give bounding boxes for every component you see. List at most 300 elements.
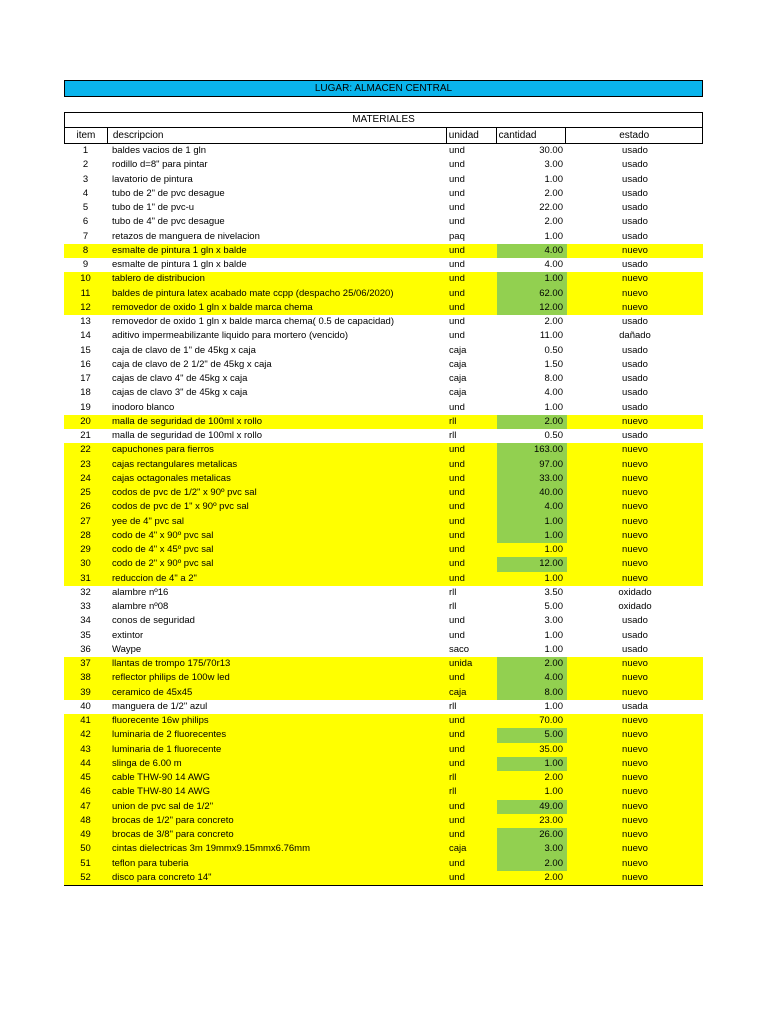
cell-unit: und xyxy=(449,501,465,513)
cell-state: usado xyxy=(622,173,648,185)
cell-quantity: 1.00 xyxy=(544,643,563,655)
cell-item: 6 xyxy=(82,216,89,228)
cell-unit: und xyxy=(449,273,465,285)
table-row xyxy=(64,785,703,799)
cell-unit: und xyxy=(449,572,465,584)
cell-item: 42 xyxy=(80,729,91,741)
cell-item: 28 xyxy=(80,529,91,541)
cell-unit: paq xyxy=(449,230,465,242)
cell-item: 15 xyxy=(80,344,91,356)
header-description: descripcion xyxy=(108,128,447,143)
cell-state: usado xyxy=(622,316,648,327)
cell-item: 38 xyxy=(80,672,91,684)
cell-quantity: 70.00 xyxy=(539,715,563,726)
table-row xyxy=(64,144,703,158)
cell-quantity: 163.00 xyxy=(497,443,567,457)
table-row xyxy=(64,458,703,472)
cell-item: 48 xyxy=(80,814,91,826)
table-row xyxy=(64,572,703,586)
cell-quantity: 4.00 xyxy=(497,671,567,685)
cell-description: yee de 4" pvc sal xyxy=(112,515,185,527)
cell-unit: und xyxy=(449,515,465,527)
cell-item: 13 xyxy=(80,316,91,327)
cell-description: extintor xyxy=(112,629,144,641)
cell-item: 26 xyxy=(80,501,91,513)
cell-item: 9 xyxy=(82,259,89,270)
cell-item: 12 xyxy=(80,301,91,313)
cell-quantity: 33.00 xyxy=(497,472,567,486)
cell-description: rodillo d=8" para pintar xyxy=(112,159,208,171)
cell-item: 7 xyxy=(82,230,89,242)
cell-state: nuevo xyxy=(622,244,648,256)
cell-state: dañado xyxy=(619,330,651,342)
cell-unit: und xyxy=(449,629,465,641)
table-row xyxy=(64,557,703,571)
cell-description: caja de clavo de 2 1/2" de 45kg x caja xyxy=(112,358,272,370)
cell-description: retazos de manguera de nivelacion xyxy=(112,230,260,242)
cell-state: usado xyxy=(622,643,648,655)
cell-item: 40 xyxy=(80,700,91,712)
cell-item: 19 xyxy=(80,401,91,413)
table-row xyxy=(64,771,703,785)
cell-state: nuevo xyxy=(622,772,648,783)
cell-description: cable THW-80 14 AWG xyxy=(112,786,211,798)
cell-unit: und xyxy=(449,757,465,769)
cell-quantity: 1.00 xyxy=(544,700,563,712)
cell-description: disco para concreto 14" xyxy=(112,871,212,883)
cell-item: 2 xyxy=(82,159,89,171)
cell-quantity: 35.00 xyxy=(539,743,563,755)
cell-unit: und xyxy=(449,472,465,484)
cell-unit: und xyxy=(449,202,465,213)
cell-description: llantas de trompo 175/70r13 xyxy=(112,658,231,669)
cell-description: malla de seguridad de 100ml x rollo xyxy=(112,415,262,427)
cell-state: nuevo xyxy=(622,857,648,869)
cell-quantity: 1.00 xyxy=(497,529,567,543)
cell-item: 47 xyxy=(80,800,91,812)
cell-quantity: 0.50 xyxy=(544,344,563,356)
cell-unit: und xyxy=(449,615,465,627)
cell-quantity: 1.00 xyxy=(544,786,563,798)
cell-item: 36 xyxy=(80,643,91,655)
cell-state: nuevo xyxy=(622,301,648,313)
table-row xyxy=(64,301,703,315)
cell-item: 35 xyxy=(80,629,91,641)
cell-description: conos de seguridad xyxy=(112,615,195,627)
cell-description: luminaria de 1 fluorecente xyxy=(112,743,222,755)
cell-quantity: 2.00 xyxy=(497,657,567,671)
cell-unit: und xyxy=(449,715,465,726)
cell-item: 4 xyxy=(82,187,89,199)
cell-unit: und xyxy=(449,173,465,185)
cell-description: tubo de 1" de pvc-u xyxy=(112,202,195,213)
cell-state: nuevo xyxy=(622,287,648,299)
cell-state: nuevo xyxy=(622,743,648,755)
cell-item: 14 xyxy=(80,330,91,342)
cell-state: usado xyxy=(622,387,648,399)
cell-item: 22 xyxy=(80,444,91,456)
table-row xyxy=(64,158,703,172)
cell-unit: caja xyxy=(449,358,467,370)
cell-unit: und xyxy=(449,743,465,755)
cell-item: 24 xyxy=(80,472,91,484)
cell-quantity: 2.00 xyxy=(544,216,563,228)
cell-state: nuevo xyxy=(622,686,648,698)
cell-state: nuevo xyxy=(622,458,648,470)
table-row xyxy=(64,614,703,628)
table-row xyxy=(64,814,703,828)
cell-description: alambre nº08 xyxy=(112,601,169,612)
cell-state: nuevo xyxy=(622,814,648,826)
cell-state: usado xyxy=(622,187,648,199)
cell-item: 1 xyxy=(82,145,89,156)
cell-quantity: 2.00 xyxy=(544,187,563,199)
cell-quantity: 1.00 xyxy=(497,515,567,529)
cell-item: 11 xyxy=(80,287,91,299)
table-row xyxy=(64,500,703,514)
cell-quantity: 97.00 xyxy=(497,458,567,472)
cell-item: 27 xyxy=(80,515,91,527)
table-row xyxy=(64,486,703,500)
cell-state: nuevo xyxy=(622,800,648,812)
table-row xyxy=(64,201,703,215)
cell-item: 18 xyxy=(80,387,91,399)
cell-unit: caja xyxy=(449,373,467,384)
cell-unit: und xyxy=(449,458,465,470)
table-row xyxy=(64,258,703,272)
cell-quantity: 11.00 xyxy=(539,330,563,342)
cell-state: usado xyxy=(622,202,648,213)
cell-quantity: 49.00 xyxy=(497,800,567,814)
table-row xyxy=(64,515,703,529)
cell-quantity: 8.00 xyxy=(544,373,563,384)
cell-quantity: 1.00 xyxy=(544,401,563,413)
table-row xyxy=(64,187,703,201)
cell-description: aditivo impermeabilizante liquido para mortero (vencido) xyxy=(112,330,349,342)
table-row xyxy=(64,529,703,543)
cell-unit: rll xyxy=(449,586,457,598)
table-row xyxy=(64,842,703,856)
cell-state: nuevo xyxy=(622,672,648,684)
cell-unit: und xyxy=(449,814,465,826)
cell-state: usado xyxy=(622,159,648,171)
cell-description: tubo de 2" de pvc desague xyxy=(112,187,225,199)
cell-description: removedor de oxido 1 gln x balde marca chema( 0.5 de capacidad) xyxy=(112,316,394,327)
cell-state: usado xyxy=(622,629,648,641)
cell-item: 33 xyxy=(80,601,91,612)
cell-state: nuevo xyxy=(622,715,648,726)
cell-unit: und xyxy=(449,487,465,498)
cell-description: union de pvc sal de 1/2" xyxy=(112,800,214,812)
cell-description: reduccion de 4" a 2" xyxy=(112,572,197,584)
table-body xyxy=(64,144,703,886)
cell-description: codo de 4" x 90º pvc sal xyxy=(112,529,214,541)
cell-state: usado xyxy=(622,344,648,356)
cell-unit: und xyxy=(449,544,465,555)
cell-unit: und xyxy=(449,529,465,541)
cell-unit: und xyxy=(449,244,465,256)
table-row xyxy=(64,329,703,343)
cell-description: codos de pvc de 1/2" x 90º pvc sal xyxy=(112,487,257,498)
table-row xyxy=(64,714,703,728)
table-row xyxy=(64,358,703,372)
cell-state: usado xyxy=(622,145,648,156)
cell-state: nuevo xyxy=(622,757,648,769)
cell-quantity: 1.00 xyxy=(544,544,563,555)
cell-state: usada xyxy=(622,700,648,712)
cell-quantity: 12.00 xyxy=(497,301,567,315)
cell-item: 8 xyxy=(82,244,89,256)
cell-quantity: 0.50 xyxy=(544,430,563,441)
cell-item: 17 xyxy=(80,373,91,384)
cell-quantity: 4.00 xyxy=(544,259,563,270)
cell-state: nuevo xyxy=(622,487,648,498)
table-row xyxy=(64,857,703,871)
cell-item: 20 xyxy=(80,415,91,427)
table-row xyxy=(64,728,703,742)
cell-state: nuevo xyxy=(622,843,648,855)
cell-unit: und xyxy=(449,444,465,456)
cell-description: esmalte de pintura 1 gln x balde xyxy=(112,244,247,256)
cell-description: ceramico de 45x45 xyxy=(112,686,193,698)
cell-item: 43 xyxy=(80,743,91,755)
table-row xyxy=(64,643,703,657)
cell-description: luminaria de 2 fluorecentes xyxy=(112,729,227,741)
materials-table xyxy=(64,112,703,886)
table-row xyxy=(64,315,703,329)
cell-state: nuevo xyxy=(622,572,648,584)
cell-description: codo de 4" x 45º pvc sal xyxy=(112,544,214,555)
cell-quantity: 26.00 xyxy=(497,828,567,842)
cell-description: cintas dielectricas 3m 19mmx9.15mmx6.76mm xyxy=(112,843,310,855)
cell-unit: und xyxy=(449,330,465,342)
cell-state: nuevo xyxy=(622,544,648,555)
cell-quantity: 30.00 xyxy=(539,145,563,156)
cell-state: nuevo xyxy=(622,444,648,456)
table-row xyxy=(64,657,703,671)
table-row xyxy=(64,173,703,187)
cell-unit: rll xyxy=(449,430,457,441)
cell-unit: und xyxy=(449,800,465,812)
table-row xyxy=(64,743,703,757)
cell-state: oxidado xyxy=(618,586,652,598)
cell-unit: caja xyxy=(449,843,467,855)
cell-unit: und xyxy=(449,316,465,327)
cell-state: usado xyxy=(622,373,648,384)
cell-quantity: 2.00 xyxy=(544,871,563,883)
header-item: item xyxy=(65,128,108,143)
table-row xyxy=(64,543,703,557)
cell-quantity: 3.00 xyxy=(544,159,563,171)
cell-quantity: 4.00 xyxy=(544,387,563,399)
cell-description: Waype xyxy=(112,643,142,655)
cell-item: 3 xyxy=(82,173,89,185)
cell-state: nuevo xyxy=(622,786,648,798)
table-row xyxy=(64,828,703,842)
cell-unit: rll xyxy=(449,601,457,612)
cell-item: 39 xyxy=(80,686,91,698)
cell-description: codos de pvc de 1" x 90º pvc sal xyxy=(112,501,249,513)
cell-quantity: 40.00 xyxy=(497,486,567,500)
cell-item: 21 xyxy=(80,430,91,441)
cell-quantity: 23.00 xyxy=(539,814,563,826)
cell-description: caja de clavo de 1" de 45kg x caja xyxy=(112,344,256,356)
cell-description: malla de seguridad de 100ml x rollo xyxy=(112,430,262,441)
cell-state: nuevo xyxy=(622,558,648,570)
cell-description: tubo de 4" de pvc desague xyxy=(112,216,225,228)
cell-state: usado xyxy=(622,259,648,270)
table-row xyxy=(64,272,703,286)
cell-quantity: 4.00 xyxy=(497,500,567,514)
cell-state: usado xyxy=(622,615,648,627)
table-row xyxy=(64,757,703,771)
cell-item: 50 xyxy=(80,843,91,855)
cell-state: usado xyxy=(622,401,648,413)
cell-quantity: 4.00 xyxy=(497,244,567,258)
cell-item: 34 xyxy=(80,615,91,627)
table-row xyxy=(64,429,703,443)
table-row xyxy=(64,244,703,258)
cell-unit: und xyxy=(449,216,465,228)
cell-unit: rll xyxy=(449,700,457,712)
cell-unit: und xyxy=(449,187,465,199)
cell-quantity: 8.00 xyxy=(497,686,567,700)
cell-description: alambre nº16 xyxy=(112,586,169,598)
cell-quantity: 62.00 xyxy=(497,287,567,301)
cell-quantity: 3.00 xyxy=(497,842,567,856)
cell-description: capuchones para fierros xyxy=(112,444,214,456)
cell-unit: und xyxy=(449,871,465,883)
cell-unit: caja xyxy=(449,344,467,356)
cell-unit: und xyxy=(449,145,465,156)
cell-state: nuevo xyxy=(622,501,648,513)
cell-quantity: 2.00 xyxy=(497,415,567,429)
cell-unit: und xyxy=(449,829,465,840)
cell-item: 41 xyxy=(80,715,91,726)
cell-description: reflector philips de 100w led xyxy=(112,672,230,684)
cell-description: manguera de 1/2" azul xyxy=(112,700,208,712)
cell-item: 46 xyxy=(80,786,91,798)
cell-quantity: 2.00 xyxy=(544,316,563,327)
cell-item: 52 xyxy=(80,871,91,883)
cell-item: 25 xyxy=(80,487,91,498)
cell-item: 29 xyxy=(80,544,91,555)
cell-item: 51 xyxy=(80,857,91,869)
cell-quantity: 12.00 xyxy=(497,557,567,571)
cell-item: 10 xyxy=(80,273,91,285)
cell-unit: saco xyxy=(449,643,470,655)
cell-unit: und xyxy=(449,672,465,684)
table-row xyxy=(64,386,703,400)
cell-unit: und xyxy=(449,558,465,570)
cell-description: esmalte de pintura 1 gln x balde xyxy=(112,259,247,270)
table-row xyxy=(64,600,703,614)
header-unit: unidad xyxy=(447,128,497,143)
cell-description: cajas rectangulares metalicas xyxy=(112,458,238,470)
table-row xyxy=(64,871,703,885)
table-row xyxy=(64,344,703,358)
cell-description: fluorecente 16w philips xyxy=(112,715,209,726)
table-row xyxy=(64,671,703,685)
cell-unit: rll xyxy=(449,786,457,798)
cell-state: nuevo xyxy=(622,273,648,285)
cell-state: usado xyxy=(622,216,648,228)
cell-unit: caja xyxy=(449,387,467,399)
cell-state: nuevo xyxy=(622,415,648,427)
cell-unit: caja xyxy=(449,686,467,698)
cell-unit: und xyxy=(449,287,465,299)
cell-unit: und xyxy=(449,729,465,741)
cell-quantity: 1.00 xyxy=(497,757,567,771)
cell-item: 5 xyxy=(82,202,89,213)
cell-item: 49 xyxy=(80,829,91,840)
cell-description: baldes de pintura latex acabado mate ccpp (despacho 25/06/2020) xyxy=(112,287,394,299)
cell-state: usado xyxy=(622,358,648,370)
table-row xyxy=(64,401,703,415)
table-row xyxy=(64,686,703,700)
cell-item: 23 xyxy=(80,458,91,470)
table-row xyxy=(64,287,703,301)
header-quantity: cantidad xyxy=(497,128,567,143)
cell-item: 30 xyxy=(80,558,91,570)
table-row xyxy=(64,415,703,429)
location-banner: LUGAR: ALMACEN CENTRAL xyxy=(64,80,703,97)
cell-quantity: 1.00 xyxy=(544,173,563,185)
cell-description: baldes vacios de 1 gln xyxy=(112,145,207,156)
table-row xyxy=(64,443,703,457)
cell-unit: rll xyxy=(449,415,457,427)
table-row xyxy=(64,215,703,229)
cell-description: lavatorio de pintura xyxy=(112,173,193,185)
table-row xyxy=(64,472,703,486)
cell-description: teflon para tuberia xyxy=(112,857,189,869)
table-row xyxy=(64,629,703,643)
cell-description: cajas de clavo 4" de 45kg x caja xyxy=(112,373,248,384)
cell-quantity: 1.00 xyxy=(544,230,563,242)
cell-unit: rll xyxy=(449,772,457,783)
table-row xyxy=(64,372,703,386)
cell-quantity: 5.00 xyxy=(544,601,563,612)
cell-item: 16 xyxy=(80,358,91,370)
cell-item: 32 xyxy=(80,586,91,598)
cell-unit: und xyxy=(449,301,465,313)
cell-item: 44 xyxy=(80,757,91,769)
cell-unit: und xyxy=(449,857,465,869)
cell-quantity: 3.00 xyxy=(544,615,563,627)
cell-item: 37 xyxy=(80,658,91,669)
cell-quantity: 22.00 xyxy=(539,202,563,213)
cell-quantity: 3.50 xyxy=(544,586,563,598)
cell-unit: und xyxy=(449,259,465,270)
cell-quantity: 1.00 xyxy=(544,572,563,584)
table-row xyxy=(64,230,703,244)
cell-quantity: 1.50 xyxy=(544,358,563,370)
cell-state: nuevo xyxy=(622,472,648,484)
cell-state: usado xyxy=(622,430,648,441)
cell-description: tablero de distribucion xyxy=(112,273,205,285)
cell-state: nuevo xyxy=(622,515,648,527)
header-state: estado xyxy=(619,130,650,141)
table-title: MATERIALES xyxy=(64,112,703,127)
cell-state: nuevo xyxy=(622,529,648,541)
cell-state: nuevo xyxy=(622,729,648,741)
cell-state: nuevo xyxy=(622,658,648,669)
cell-description: cajas octagonales metalicas xyxy=(112,472,231,484)
table-header xyxy=(64,127,703,144)
cell-state: nuevo xyxy=(622,829,648,840)
cell-quantity: 5.00 xyxy=(497,728,567,742)
table-row xyxy=(64,700,703,714)
